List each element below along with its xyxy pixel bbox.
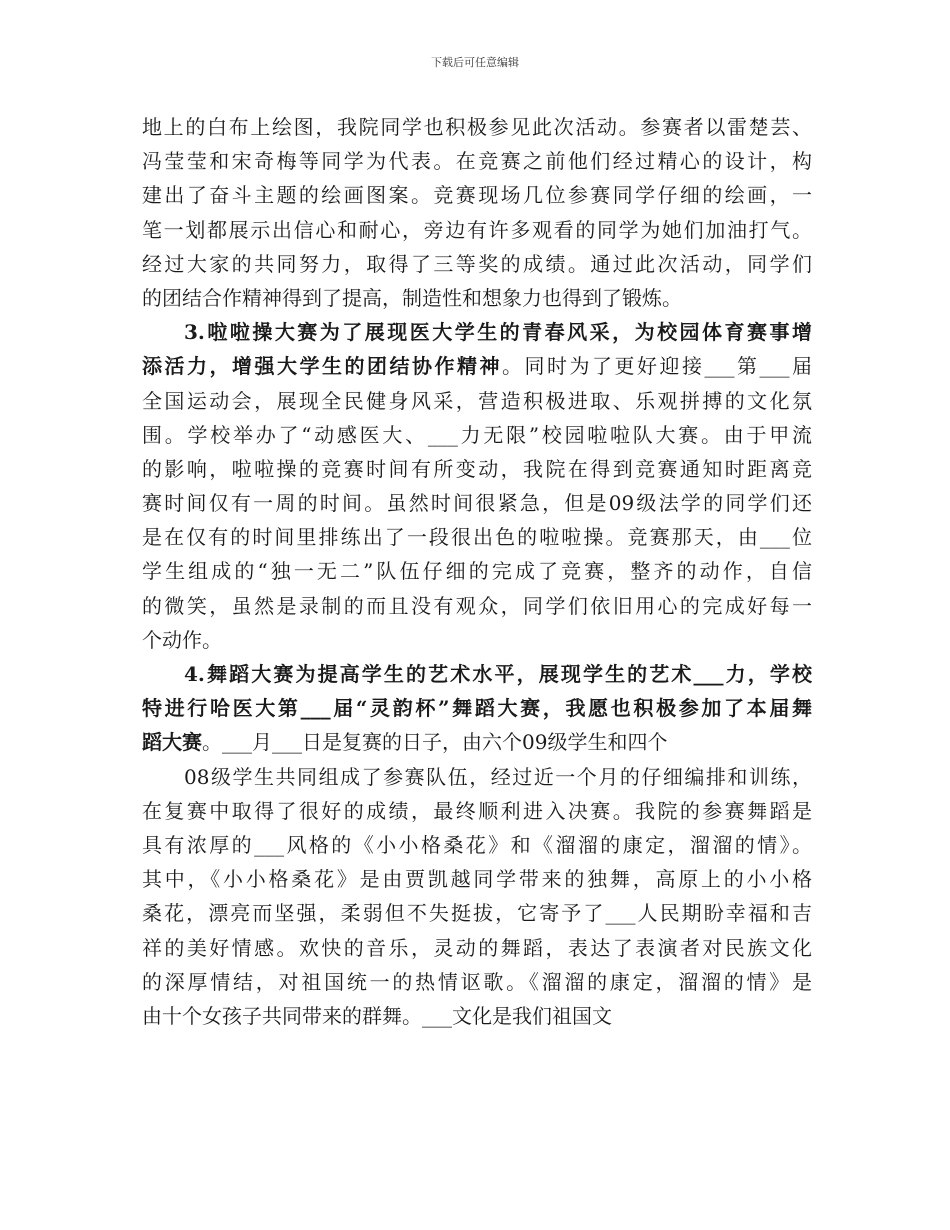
text-line: 其中，《小小格桑花》是由贾凯越同学带来的独舞，高原上的小小格 bbox=[142, 867, 812, 892]
text-line: 的团结合作精神得到了提高，制造性和想象力也得到了锻炼。 bbox=[142, 285, 682, 310]
bold-heading: 特进行哈医大第___届“灵韵杯”舞蹈大赛，我愿也积极参加了本届舞 bbox=[142, 696, 812, 721]
paragraph bbox=[142, 110, 812, 315]
text-span: 。同时为了更好迎接___第___届 bbox=[502, 354, 812, 379]
text-line: 由十个女孩子共同带来的群舞。___文化是我们祖国文 bbox=[142, 1003, 612, 1028]
document-body bbox=[142, 110, 812, 1033]
text-line bbox=[142, 315, 812, 349]
text-line: 个动作。 bbox=[142, 627, 222, 652]
text-line: 桑花，漂亮而坚强，柔弱但不失挺拔，它寄予了___人民期盼幸福和吉 bbox=[142, 901, 812, 926]
text-line: 地上的白布上绘图，我院同学也积极参见此次活动。参赛者以雷楚芸、 bbox=[142, 115, 812, 139]
text-line: 08级学生共同组成了参赛队伍，经过近一个月的仔细编排和训练， bbox=[184, 764, 812, 789]
text-line: 笔一划都展示出信心和耐心，旁边有许多观看的同学为她们加油打气。 bbox=[142, 217, 812, 242]
text-line: 学生组成的“独一无二”队伍仔细的完成了竞赛，整齐的动作，自信 bbox=[142, 559, 812, 584]
text-line: 是在仅有的时间里排练出了一段很出色的啦啦操。竞赛那天，由___位 bbox=[142, 525, 812, 550]
text-line: 具有浓厚的___风格的《小小格桑花》和《溜溜的康定，溜溜的情》。 bbox=[142, 832, 812, 857]
text-line: 的深厚情结，对祖国统一的热情讴歌。《溜溜的康定，溜溜的情》是 bbox=[142, 969, 812, 994]
text-line: 全国运动会，展现全民健身风采，营造积极进取、乐观拼搏的文化氛 bbox=[142, 388, 812, 413]
text-line bbox=[142, 657, 812, 691]
page-header: 下载后可任意编辑 bbox=[431, 56, 519, 69]
text-line bbox=[142, 725, 812, 759]
text-line: 经过大家的共同努力，取得了三等奖的成绩。通过此次活动，同学们 bbox=[142, 251, 812, 276]
bold-heading: 4.舞蹈大赛为提高学生的艺术水平，展现学生的艺术___力，学校 bbox=[184, 662, 812, 686]
text-line: 的影响，啦啦操的竞赛时间有所变动，我院在得到竞赛通知时距离竞 bbox=[142, 456, 812, 481]
paragraph bbox=[142, 657, 812, 760]
bold-heading: 3.啦啦操大赛为了展现医大学生的青春风采，为校园体育赛事增 bbox=[184, 320, 812, 345]
text-line bbox=[142, 691, 812, 725]
text-line: 赛时间仅有一周的时间。虽然时间很紧急，但是09级法学的同学们还 bbox=[142, 491, 812, 516]
paragraph bbox=[142, 315, 812, 657]
bold-heading: 蹈大赛 bbox=[142, 730, 202, 755]
text-line: 在复赛中取得了很好的成绩，最终顺利进入决赛。我院的参赛舞蹈是 bbox=[142, 798, 812, 823]
text-line: 冯莹莹和宋奇梅等同学为代表。在竞赛之前他们经过精心的设计，构 bbox=[142, 149, 812, 174]
paragraph bbox=[142, 760, 812, 1034]
text-line: 围。学校举办了“动感医大、___力无限”校园啦啦队大赛。由于甲流 bbox=[142, 422, 812, 447]
text-span: 。___月___日是复赛的日子，由六个09级学生和四个 bbox=[202, 730, 668, 755]
bold-heading: 添活力，增强大学生的团结协作精神 bbox=[142, 354, 502, 379]
text-line: 的微笑，虽然是录制的而且没有观众，同学们依旧用心的完成好每一 bbox=[142, 593, 812, 618]
text-line bbox=[142, 349, 812, 383]
text-line: 建出了奋斗主题的绘画图案。竞赛现场几位参赛同学仔细的绘画，一 bbox=[142, 183, 812, 208]
text-line: 祥的美好情感。欢快的音乐，灵动的舞蹈，表达了表演者对民族文化 bbox=[142, 935, 812, 960]
